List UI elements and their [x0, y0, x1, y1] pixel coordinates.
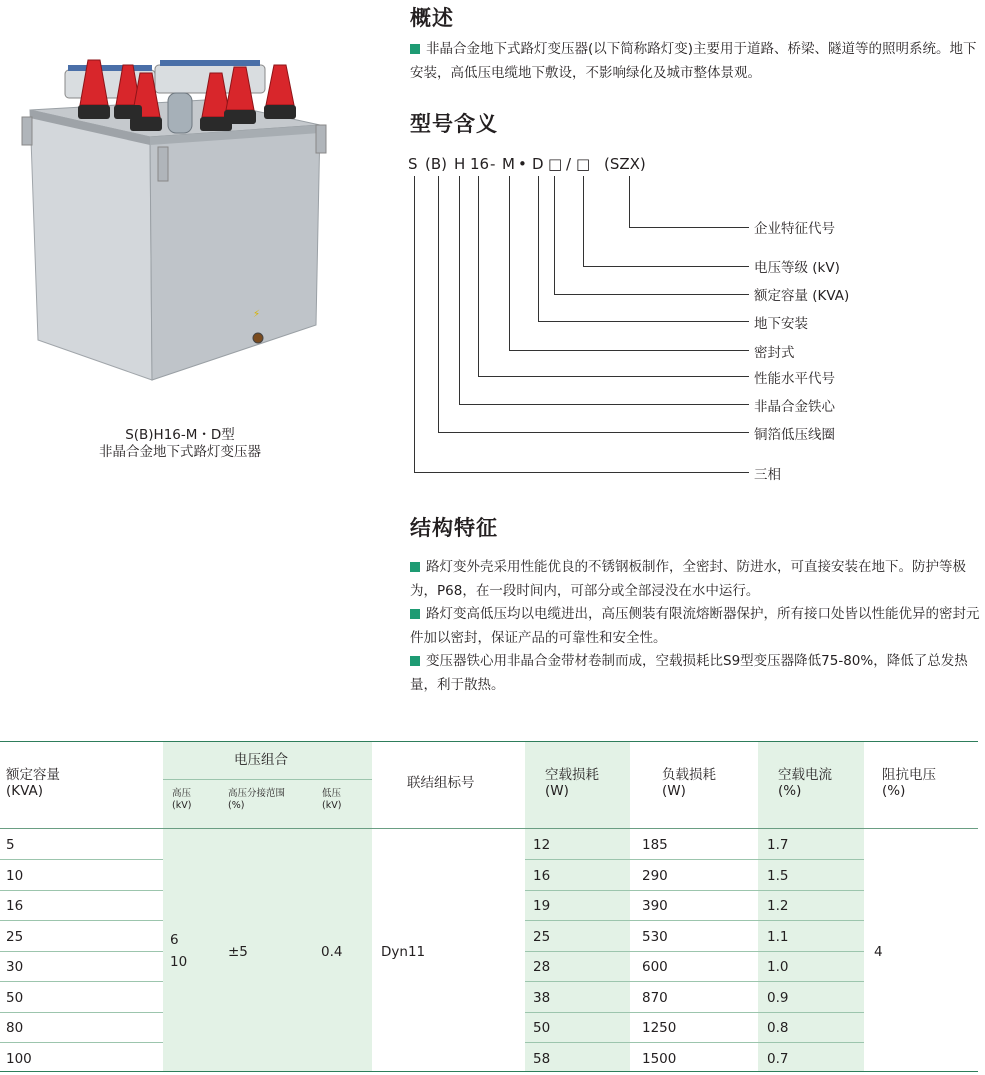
code-dash: -	[490, 155, 496, 173]
cell-connection: Dyn11	[381, 944, 426, 960]
bullet-icon	[410, 656, 420, 666]
cell-lv: 0.4	[321, 944, 343, 960]
header-tap-range: 高压分接范围 (%)	[228, 788, 286, 811]
meaning-sealed: 密封式	[754, 345, 795, 361]
meaning-voltage-level: 电压等级 (kV)	[754, 260, 840, 276]
meaning-rated-capacity: 额定容量 (KVA)	[754, 288, 850, 304]
cell-tap-range: ±5	[228, 944, 248, 960]
code-box-capacity: □	[548, 155, 563, 173]
header-connection: 联结组标号	[407, 775, 475, 791]
code-slash: /	[566, 155, 572, 173]
header-impedance: 阻抗电压 (%)	[882, 767, 936, 799]
code-d: D	[532, 155, 544, 173]
cell-hv: 6 10	[170, 932, 188, 970]
structure-title: 结构特征	[410, 515, 498, 540]
code-s: S	[408, 155, 418, 173]
meaning-three-phase: 三相	[754, 467, 781, 483]
overview-text	[410, 38, 980, 85]
overview-title: 概述	[410, 5, 454, 30]
transformer-product-photo	[20, 55, 330, 385]
header-no-load-loss: 空载损耗 (W)	[545, 767, 599, 799]
header-hv: 高压 (kV)	[172, 788, 192, 811]
code-szx: (SZX)	[604, 155, 646, 173]
bullet-icon	[410, 609, 420, 619]
model-title: 型号含义	[410, 111, 498, 136]
cell-impedance: 4	[874, 944, 883, 960]
bullet-icon	[410, 562, 420, 572]
code-dot: •	[518, 155, 527, 173]
code-box-voltage: □	[576, 155, 591, 173]
meaning-enterprise-code: 企业特征代号	[754, 221, 835, 237]
structure-item: 路灯变高低压均以电缆进出，高压侧装有限流熔断器保护，所有接口处皆以性能优异的密封元件加以密封，保证产品的可靠性和安全性。	[410, 606, 980, 646]
meaning-copper-foil: 铜箔低压线圈	[754, 427, 835, 443]
bullet-icon	[410, 44, 420, 54]
header-capacity: 额定容量 (KVA)	[6, 767, 60, 799]
meaning-amorphous-core: 非晶合金铁心	[754, 399, 835, 415]
structure-list	[410, 556, 980, 697]
caption-model: S(B)H16-M・D型	[125, 427, 235, 443]
structure-item: 变压器铁心用非晶合金带材卷制而成，空载损耗比S9型变压器降低75-80%，降低了总发热量，利于散热。	[410, 653, 968, 693]
code-m: M	[502, 155, 515, 173]
meaning-underground: 地下安装	[754, 316, 808, 332]
overview-paragraph: 非晶合金地下式路灯变压器(以下简称路灯变)主要用于道路、桥梁、隧道等的照明系统。地下安装，高低压电缆地下敷设，不影响绿化及城市整体景观。	[410, 41, 977, 81]
header-no-load-current: 空载电流 (%)	[778, 767, 832, 799]
code-16: 16	[470, 155, 490, 173]
meaning-performance-code: 性能水平代号	[754, 371, 835, 387]
structure-item: 路灯变外壳采用性能优良的不锈钢板制作，全密封、防进水，可直接安装在地下。防护等极为，P68，在一段时间内，可部分或全部浸没在水中运行。	[410, 559, 966, 599]
header-voltage-group: 电压组合	[234, 752, 288, 768]
code-b: (B)	[425, 155, 447, 173]
caption-name: 非晶合金地下式路灯变压器	[99, 444, 261, 460]
product-caption	[60, 427, 300, 461]
header-load-loss: 负载损耗 (W)	[662, 767, 716, 799]
svg-text:⚡: ⚡	[253, 309, 261, 320]
code-h: H	[454, 155, 466, 173]
header-lv: 低压 (kV)	[322, 788, 342, 811]
